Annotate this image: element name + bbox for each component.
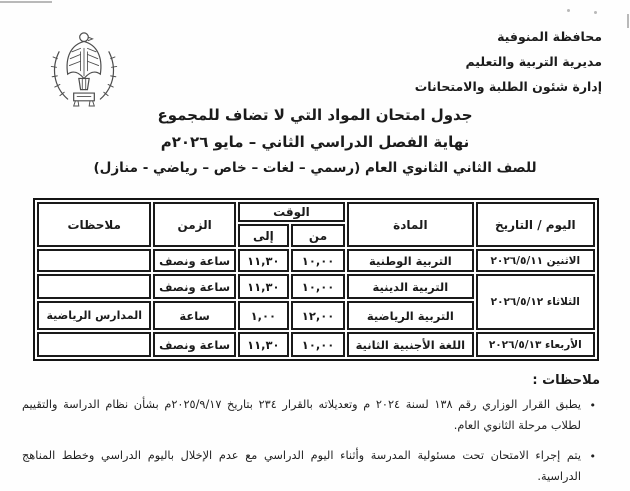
footnote-item: [22, 395, 596, 437]
col-header-time-to: إلى: [238, 224, 289, 247]
cell-time-from: ١٠,٠٠: [291, 249, 345, 272]
cell-subject: التربية الوطنية: [347, 249, 473, 272]
cell-time-to: ١١,٣٠: [238, 274, 289, 299]
scan-artifact: [594, 11, 597, 14]
scan-artifact: [0, 1, 52, 3]
footnotes-section: [22, 373, 600, 491]
cell-note: [37, 249, 151, 272]
cell-time-from: ١٠,٠٠: [291, 274, 345, 299]
exam-schedule-table: [33, 198, 599, 361]
table-row: [37, 274, 595, 299]
org-line-administration: إدارة شئون الطلبة والامتحانات: [414, 79, 602, 94]
col-header-notes: ملاحظات: [37, 202, 151, 247]
org-line-governorate: محافظة المنوفية: [497, 29, 602, 44]
org-line-directorate: مديرية التربية والتعليم: [465, 54, 602, 69]
title-main: جدول امتحان المواد التي لا تضاف للمجموع: [157, 106, 473, 124]
cell-duration: ساعة: [153, 301, 235, 330]
bullet-icon: •: [589, 399, 596, 412]
footnotes-list: [22, 395, 600, 488]
cell-subject: التربية الرياضية: [347, 301, 473, 330]
cell-day-date: الاثنين ٢٠٢٦/٥/١١: [476, 249, 595, 272]
cell-note: [37, 274, 151, 299]
footnote-text: يطبق القرار الوزاري رقم ١٣٨ لسنة ٢٠٢٤ م وتعديلاته بالقرار ٢٣٤ بتاريخ ٢٠٢٥/٩/١٧م بشأن نظام الدراسة والتقييم لطلاب مرحلة الثانوي العام.: [22, 398, 581, 432]
footnote-item: [22, 446, 596, 488]
scan-artifact: [567, 9, 570, 12]
cell-duration: ساعة ونصف: [153, 274, 235, 299]
cell-duration: ساعة ونصف: [153, 332, 235, 357]
cell-time-from: ١٢,٠٠: [291, 301, 345, 330]
table-row: [37, 332, 595, 357]
cell-subject: التربية الدينية: [347, 274, 473, 299]
exam-schedule-table-wrap: [33, 198, 599, 361]
document-titles: [0, 106, 630, 176]
cell-time-from: ١٠,٠٠: [291, 332, 345, 357]
cell-duration: ساعة ونصف: [153, 249, 235, 272]
cell-time-to: ١١,٣٠: [238, 332, 289, 357]
title-term: نهاية الفصل الدراسي الثاني – مايو ٢٠٢٦م: [160, 133, 470, 151]
eagle-wreath-emblem-logo: [44, 26, 124, 116]
col-header-time: الوقت: [238, 202, 345, 222]
col-header-subject: المادة: [347, 202, 473, 247]
cell-time-to: ١١,٣٠: [238, 249, 289, 272]
cell-day-date: الأربعاء ٢٠٢٦/٥/١٣: [476, 332, 595, 357]
col-header-duration: الزمن: [153, 202, 235, 247]
footnote-text: يتم إجراء الامتحان تحت مسئولية المدرسة وأثناء اليوم الدراسي مع عدم الإخلال باليوم الدراسي وخطط المناهج الدراسية.: [22, 448, 581, 483]
cell-note: [37, 332, 151, 357]
table-row: [37, 249, 595, 272]
col-header-time-from: من: [291, 224, 345, 247]
title-grade: للصف الثاني الثانوي العام (رسمي – لغات – خاص – رياضي - منازل): [93, 160, 537, 176]
scan-artifact: [627, 14, 629, 28]
cell-note: المدارس الرياضية: [37, 301, 151, 330]
cell-day-date: الثلاثاء ٢٠٢٦/٥/١٢: [476, 274, 595, 330]
col-header-day-date: اليوم / التاريخ: [476, 202, 595, 247]
org-header: [415, 24, 602, 99]
cell-time-to: ١,٠٠: [238, 301, 289, 330]
cell-subject: اللغة الأجنبية الثانية: [347, 332, 473, 357]
footnotes-title: ملاحظات :: [532, 373, 600, 388]
bullet-icon: •: [589, 449, 596, 463]
